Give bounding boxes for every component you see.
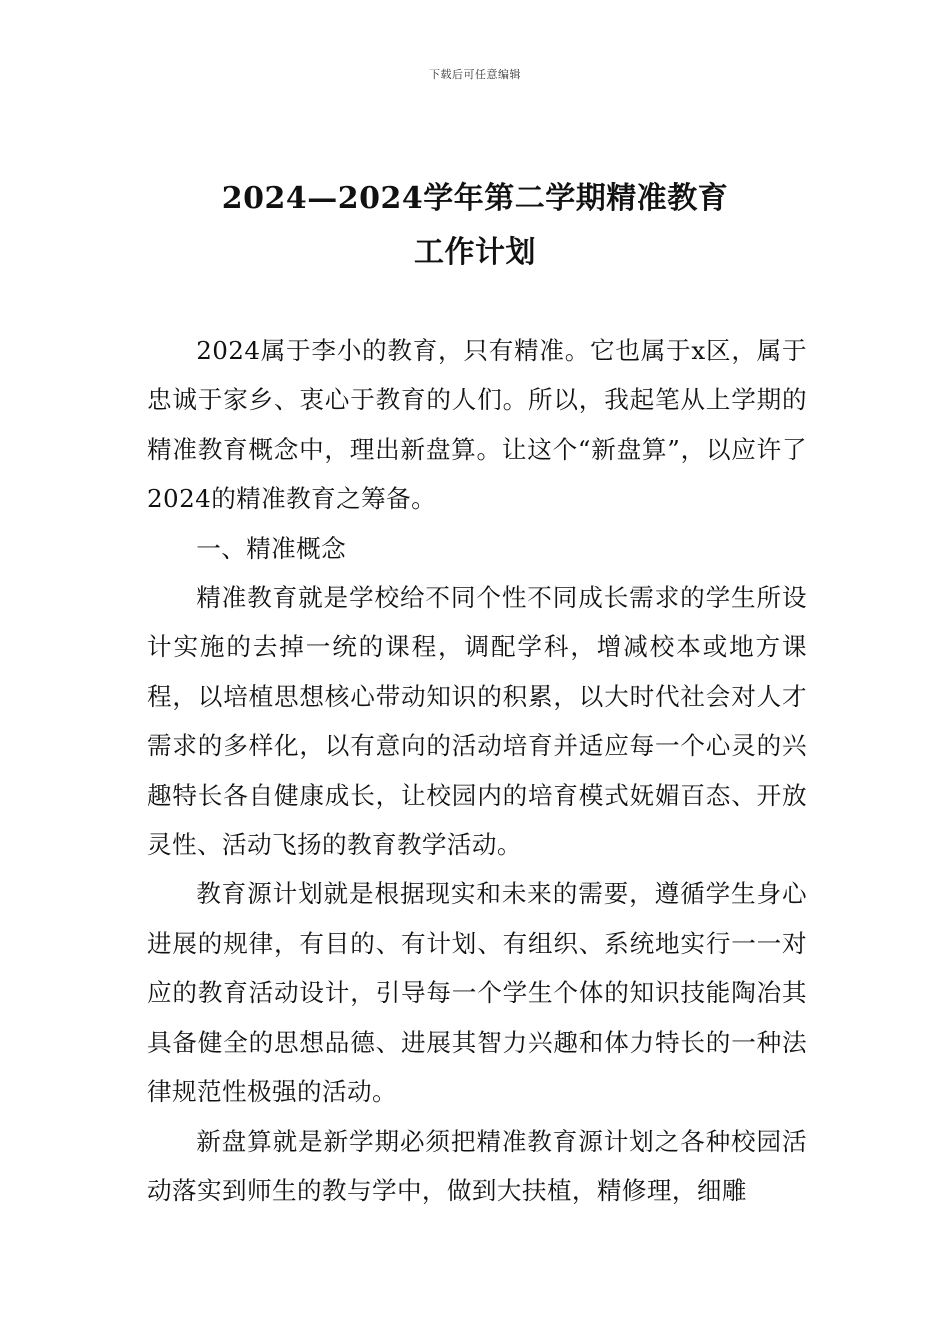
page-header-note: 下载后可任意编辑 bbox=[429, 68, 521, 81]
section-heading-1: 一、精准概念 bbox=[196, 533, 347, 563]
title-line-1: 2024—2024学年第二学期精准教育 bbox=[221, 181, 729, 216]
title-line-2: 工作计划 bbox=[414, 235, 536, 270]
document-title bbox=[100, 172, 850, 280]
body-paragraph: 新盘算就是新学期必须把精准教育源计划之各种校园活动落实到师生的教与学中，做到大扶植，精修理，细雕 bbox=[147, 1126, 807, 1205]
body-paragraph: 教育源计划就是根据现实和未来的需要，遵循学生身心进展的规律，有目的、有计划、有组织、系统地实行一一对应的教育活动设计，引导每一个学生个体的知识技能陶冶其具备健全的思想品德、进展其智力兴趣和体力特长的一种法律规范性极强的活动。 bbox=[147, 879, 807, 1107]
body-paragraph: 精准教育就是学校给不同个性不同成长需求的学生所设计实施的去掉一统的课程，调配学科，增减校本或地方课程，以培植思想核心带动知识的积累，以大时代社会对人才需求的多样化，以有意向的活动培育并适应每一个心灵的兴趣特长各自健康成长，让校园内的培育模式妩媚百态、开放灵性、活动飞扬的教育教学活动。 bbox=[147, 583, 807, 860]
intro-paragraph: 2024属于李小的教育，只有精准。它也属于x区，属于忠诚于家乡、衷心于教育的人们。所以，我起笔从上学期的精准教育概念中，理出新盘算。让这个“新盘算”，以应许了2024的精准教育之筹备。 bbox=[147, 336, 807, 514]
document-body bbox=[147, 326, 807, 1215]
